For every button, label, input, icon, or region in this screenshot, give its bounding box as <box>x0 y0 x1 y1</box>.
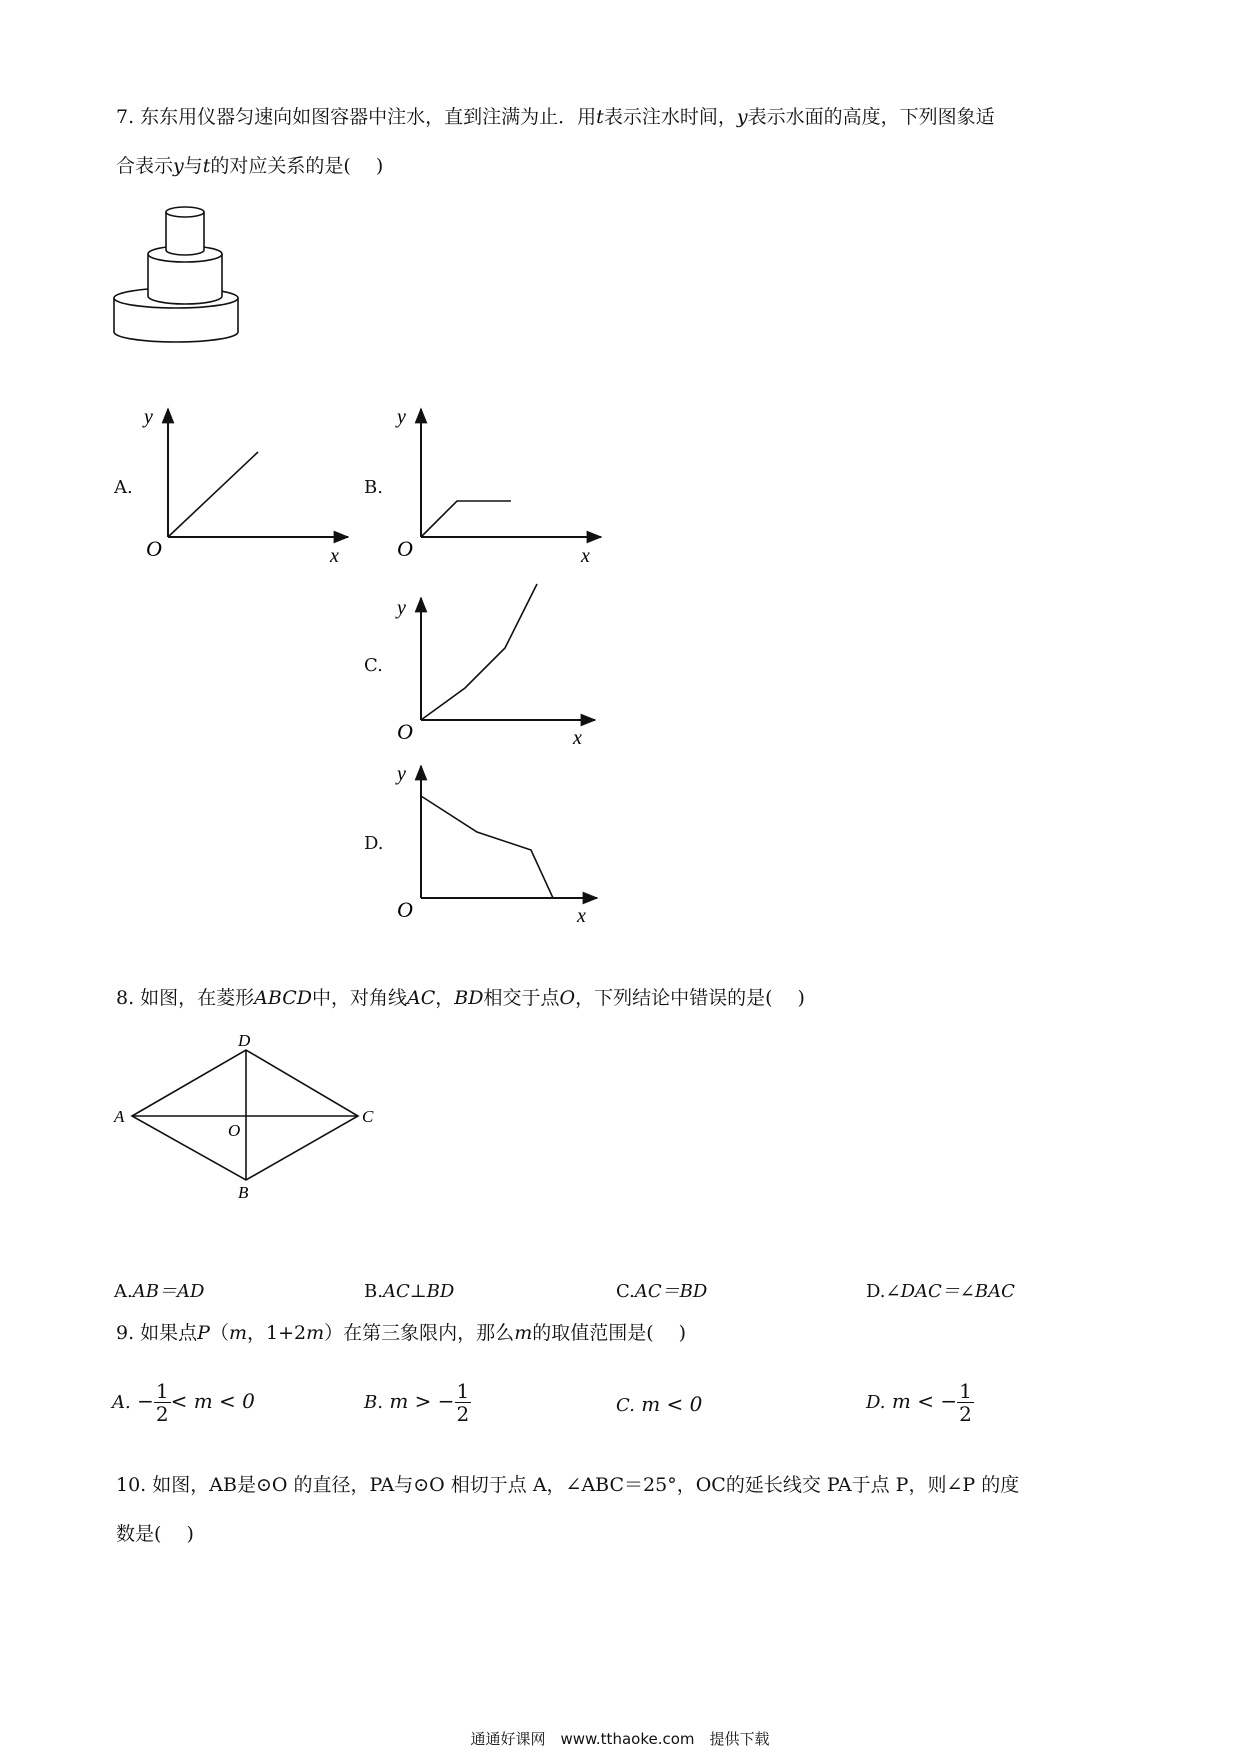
q7-line2: 合表示y与t的对应关系的是( ) <box>116 155 384 177</box>
q10-line2: 数是( ) <box>116 1523 194 1545</box>
q9-option-c: C. m < 0 <box>616 1392 703 1416</box>
vertex-c-label: C <box>362 1107 374 1126</box>
y-label: y <box>397 406 406 428</box>
graph-line <box>421 584 537 720</box>
x-label: x <box>330 545 339 565</box>
x-label: x <box>581 545 590 565</box>
graph-line <box>421 501 511 537</box>
origin-label: O <box>397 719 413 744</box>
container-figure <box>110 200 270 350</box>
x-label: x <box>573 727 582 748</box>
origin-label: O <box>397 536 413 561</box>
q8-option-c: C.AC＝BD <box>616 1281 708 1302</box>
x-label: x <box>577 905 586 926</box>
y-label: y <box>397 597 406 619</box>
origin-label: O <box>397 897 413 922</box>
origin-label: O <box>146 536 162 561</box>
q10-line1: 10. 如图，AB是⊙O 的直径，PA与⊙O 相切于点 A，∠ABC＝25°，OC的延长线交 PA于点 P，则∠P 的度 <box>116 1474 1020 1496</box>
q7-option-c-label: C. <box>364 655 383 676</box>
q8-text: 8. 如图，在菱形ABCD中，对角线AC，BD相交于点O，下列结论中错误的是( ) <box>116 987 805 1009</box>
q7-graph-a <box>140 405 360 565</box>
center-o-label: O <box>228 1121 241 1140</box>
graph-line <box>168 452 258 537</box>
q8-option-b: B.AC⊥BD <box>364 1281 455 1302</box>
q7-option-a-label: A. <box>114 477 133 498</box>
q9-option-a: A. − $\frac{1}{2}$ < m < 0 <box>112 1379 255 1426</box>
rhombus-outline <box>132 1050 358 1180</box>
q9-option-d: D. m < − $\frac{1}{2}$ <box>866 1379 972 1426</box>
q7-line1: 7. 东东用仪器匀速向如图容器中注水，直到注满为止．用t表示注水时间，y表示水面的高度，下列图象适 <box>116 106 995 128</box>
q9-option-b: B. m > − $\frac{1}{2}$ <box>364 1379 470 1426</box>
q7-graph-b <box>393 405 613 565</box>
q7-graph-d <box>393 756 613 926</box>
vertex-b-label: B <box>238 1183 249 1202</box>
q7-option-b-label: B. <box>364 477 383 498</box>
y-label: y <box>397 763 406 785</box>
q8-option-d: D.∠DAC＝∠BAC <box>866 1281 1015 1302</box>
q8-option-a: A.AB＝AD <box>114 1281 205 1302</box>
q7-graph-c <box>393 578 613 748</box>
q9-text: 9. 如果点P（m，1+2m）在第三象限内，那么m的取值范围是( ) <box>116 1322 687 1344</box>
vertex-d-label: D <box>238 1032 251 1050</box>
page-footer: 通通好课网 www.tthaoke.com 提供下载 <box>470 1730 770 1748</box>
y-label: y <box>144 406 153 428</box>
rhombus-figure <box>110 1032 390 1202</box>
graph-line <box>421 796 553 898</box>
q7-option-d-label: D. <box>364 833 384 854</box>
vertex-a-label: A <box>114 1107 125 1126</box>
